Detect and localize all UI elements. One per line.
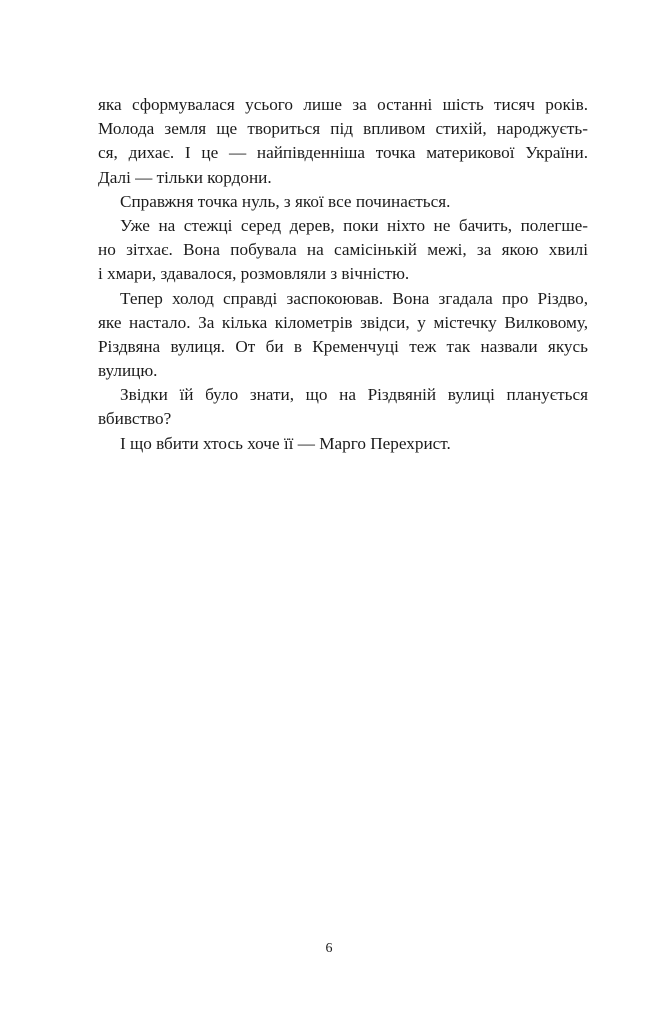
text-line: Звідки їй було знати, що на Різдвяній вулиці планується — [120, 385, 588, 405]
text-line: і хмари, здавалося, розмовляли з вічністю. — [98, 264, 410, 284]
text-line: Далі — тільки кордони. — [98, 167, 272, 187]
body-text — [98, 93, 588, 456]
text-line: яке настало. За кілька кілометрів звідси, у містечку Вилковому, — [98, 312, 588, 332]
text-line: ся, дихає. І це — найпівденніша точка материкової України. — [98, 143, 588, 163]
text-line: вулицю. — [98, 361, 158, 381]
text-line: І що вбити хтось хоче її — Марго Перехрист. — [120, 433, 451, 453]
text-line: вбивство? — [98, 409, 172, 429]
page-number: 6 — [325, 941, 333, 956]
text-line: Молода земля ще твориться під впливом стихій, народжуєть- — [98, 119, 588, 139]
text-line: Справжня точка нуль, з якої все починається. — [120, 191, 451, 211]
text-line: яка сформувалася усього лише за останні шість тисяч років. — [98, 95, 588, 114]
text-line: Уже на стежці серед дерев, поки ніхто не бачить, полегше- — [120, 215, 588, 235]
text-line: но зітхає. Вона побувала на самісінькій межі, за якою хвилі — [98, 240, 588, 260]
text-line: Різдвяна вулиця. От би в Кременчуці теж так назвали якусь — [98, 336, 588, 356]
text-line: Тепер холод справді заспокоював. Вона згадала про Різдво, — [120, 288, 588, 308]
